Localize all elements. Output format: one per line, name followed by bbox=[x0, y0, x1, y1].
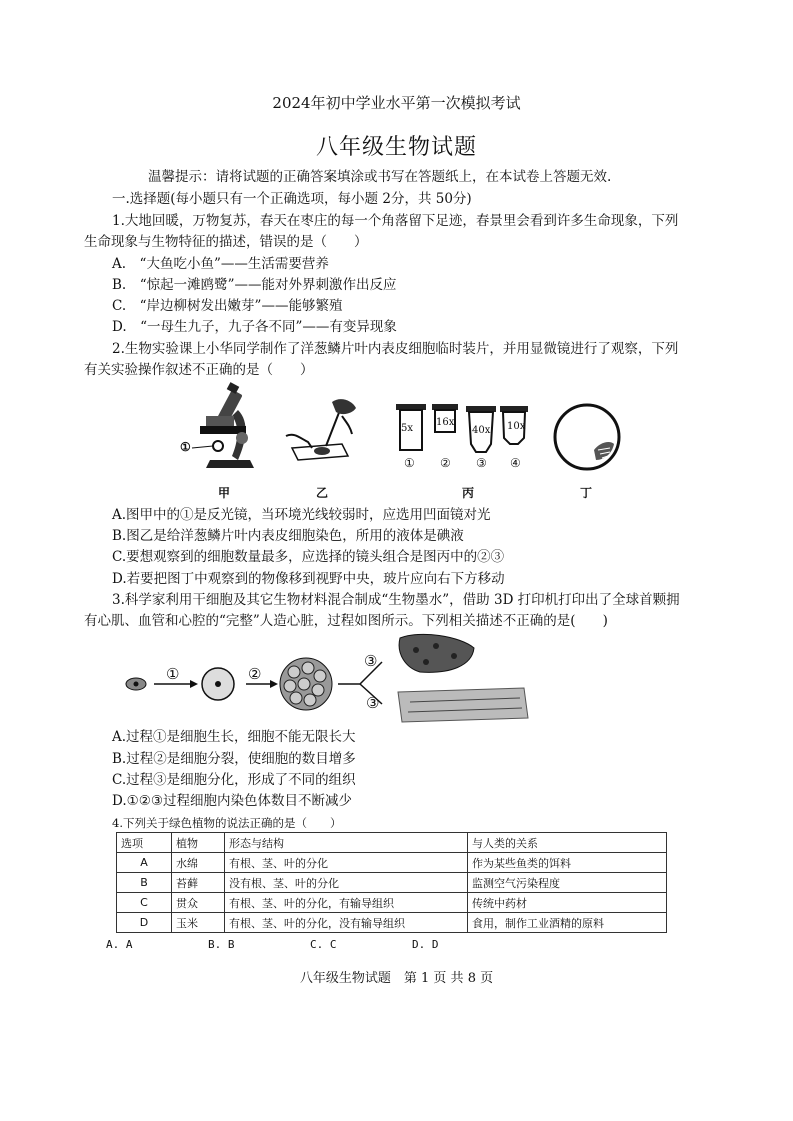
field-of-view-figure bbox=[552, 402, 622, 472]
section-heading: 一.选择题(每小题只有一个正确选项，每小题 2分，共 50分) bbox=[112, 191, 472, 207]
lens-1-label: 5x bbox=[401, 423, 414, 434]
microscope-marker: ① bbox=[180, 440, 191, 454]
cell-plant: 玉米 bbox=[172, 913, 225, 933]
cell-structure: 有根、茎、叶的分化 bbox=[225, 853, 468, 873]
q2-option-d: D.若要把图丁中观察到的物像移到视野中央，玻片应向右下方移动 bbox=[112, 571, 505, 587]
q2-stem-line1: 2.生物实验课上小华同学制作了洋葱鳞片叶内表皮细胞临时装片，并用显微镜进行了观察，下列 bbox=[112, 341, 679, 357]
cell-relation: 食用，制作工业酒精的原料 bbox=[468, 913, 667, 933]
q1-stem-line1: 1.大地回暖，万物复苏，春天在枣庄的每一个角落留下足迹，春景里会看到许多生命现象，下列 bbox=[112, 213, 679, 229]
q3-stem-line1: 3.科学家利用干细胞及其它生物材料混合制成“生物墨水”，借助 3D 打印机打印出了全球首颗拥 bbox=[112, 592, 680, 608]
lens-2-label: 16x bbox=[436, 417, 455, 428]
lens-3-number: ③ bbox=[476, 456, 487, 470]
q3-stem-line2: 有心肌、血管和心腔的“完整”人造心脏，过程如图所示。下列相关描述不正确的是( ) bbox=[84, 613, 608, 629]
q4-answer-d: D. D bbox=[412, 938, 439, 951]
lens-4-label: 10x bbox=[507, 421, 526, 432]
q2-option-b: B.图乙是给洋葱鳞片叶内表皮细胞染色，所用的液体是碘液 bbox=[112, 528, 464, 544]
step-2-marker: ② bbox=[248, 665, 262, 683]
main-title: 八年级生物试题 bbox=[315, 135, 477, 160]
step-3a-marker: ③ bbox=[364, 652, 378, 670]
q4-stem: 4.下列关于绿色植物的说法正确的是（ ） bbox=[112, 816, 342, 830]
figure-yi-label: 乙 bbox=[316, 486, 329, 500]
figure-ding-label: 丁 bbox=[580, 486, 593, 500]
cell-option: D bbox=[117, 913, 172, 933]
q2-option-a: A.图甲中的①是反光镜，当环境光线较弱时，应选用凹面镜对光 bbox=[112, 507, 491, 523]
header-plant: 植物 bbox=[172, 833, 225, 853]
cell-structure: 有根、茎、叶的分化，有输导组织 bbox=[225, 893, 468, 913]
q3-option-a: A.过程①是细胞生长，细胞不能无限长大 bbox=[112, 729, 356, 745]
q4-answer-c: C. C bbox=[310, 938, 337, 951]
table-header-row bbox=[117, 833, 667, 853]
figure-bing-label: 丙 bbox=[462, 486, 475, 500]
lens-1-number: ① bbox=[404, 456, 415, 470]
microscope-figure bbox=[176, 382, 272, 474]
cell-option: A bbox=[117, 853, 172, 873]
cell-structure: 有根、茎、叶的分化，没有输导组织 bbox=[225, 913, 468, 933]
q4-answer-a: A. A bbox=[106, 938, 133, 951]
page-footer: 八年级生物试题 第 1 页 共 8 页 bbox=[299, 971, 494, 986]
header-option: 选项 bbox=[117, 833, 172, 853]
q4-answer-b: B. B bbox=[208, 938, 235, 951]
cell-plant: 苔藓 bbox=[172, 873, 225, 893]
q1-stem-line2: 生命现象与生物特征的描述，错误的是（ ） bbox=[84, 234, 368, 250]
q1-option-d: D. “一母生九子，九子各不同”——有变异现象 bbox=[112, 319, 397, 335]
q2-stem-line2: 有关实验操作叙述不正确的是（ ） bbox=[84, 362, 314, 378]
cell-relation: 监测空气污染程度 bbox=[468, 873, 667, 893]
plants-table bbox=[116, 832, 667, 933]
cell-relation: 作为某些鱼类的饵料 bbox=[468, 853, 667, 873]
cell-option: C bbox=[117, 893, 172, 913]
cell-plant: 水绵 bbox=[172, 853, 225, 873]
header-relation: 与人类的关系 bbox=[468, 833, 667, 853]
q3-option-b: B.过程②是细胞分裂，使细胞的数目增多 bbox=[112, 751, 356, 767]
cell-relation: 传统中药材 bbox=[468, 893, 667, 913]
exam-title: 2024年初中学业水平第一次模拟考试 bbox=[272, 94, 521, 112]
q1-option-a: A. “大鱼吃小鱼”——生活需要营养 bbox=[112, 256, 329, 272]
header-structure: 形态与结构 bbox=[225, 833, 468, 853]
q3-option-c: C.过程③是细胞分化，形成了不同的组织 bbox=[112, 772, 356, 788]
q1-option-c: C. “岸边柳树发出嫩芽”——能够繁殖 bbox=[112, 298, 343, 314]
table-row bbox=[117, 913, 667, 933]
figure-jia-label: 甲 bbox=[218, 486, 231, 500]
q2-option-c: C.要想观察到的细胞数量最多，应选择的镜头组合是图丙中的②③ bbox=[112, 549, 505, 565]
step-1-marker: ① bbox=[166, 665, 180, 683]
table-row bbox=[117, 853, 667, 873]
q1-option-b: B. “惊起一滩鸥鹭”——能对外界刺激作出反应 bbox=[112, 277, 397, 293]
cell-cluster bbox=[280, 658, 332, 710]
cell-plant: 贯众 bbox=[172, 893, 225, 913]
staining-figure bbox=[282, 396, 362, 466]
cell-structure: 没有根、茎、叶的分化 bbox=[225, 873, 468, 893]
step-3b-marker: ③ bbox=[366, 694, 380, 712]
table-row bbox=[117, 873, 667, 893]
lens-4-number: ④ bbox=[510, 456, 521, 470]
warm-tip: 温馨提示：请将试题的正确答案填涂或书写在答题纸上，在本试卷上答题无效. bbox=[148, 169, 612, 185]
lens-2-number: ② bbox=[440, 456, 451, 470]
q3-option-d: D.①②③过程细胞内染色体数目不断减少 bbox=[112, 793, 352, 809]
cell-process-figure bbox=[120, 632, 532, 726]
lens-3-label: 40x bbox=[472, 425, 491, 436]
table-row bbox=[117, 893, 667, 913]
cell-option: B bbox=[117, 873, 172, 893]
